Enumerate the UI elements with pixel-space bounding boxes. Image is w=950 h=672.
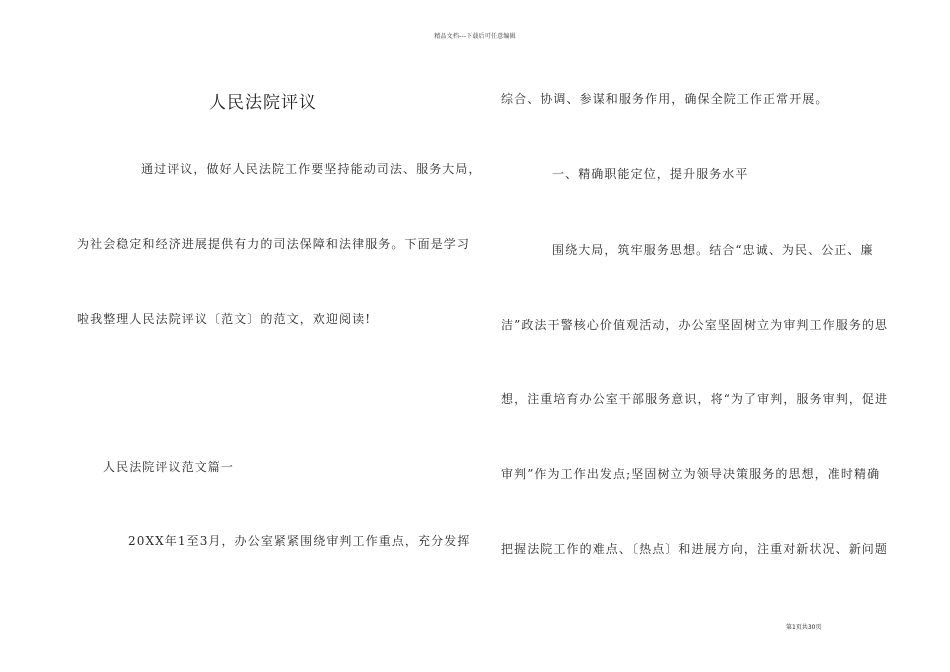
right-paragraph-line-3: 洁”政法干警核心价值观活动，办公室坚固树立为审判工作服务的思 (501, 318, 889, 332)
right-paragraph-line-6: 把握法院工作的难点、〔热点〕和进展方向，注重对新状况、新问题 (501, 542, 889, 556)
left-section-heading: 人民法院评议范文篇一 (103, 460, 235, 474)
right-paragraph-line-5: 审判”作为工作出发点;坚固树立为领导决策服务的思想，准时精确 (501, 467, 881, 481)
right-paragraph-line-1: 综合、协调、参谋和服务作用，确保全院工作正常开展。 (501, 92, 829, 106)
left-paragraph-line-3: 啦我整理人民法院评议〔范文〕的范文，欢迎阅读! (77, 312, 372, 326)
right-paragraph-line-4: 想，注重培育办公室干部服务意识，将“为了审判，服务审判，促进 (501, 392, 889, 406)
left-paragraph-line-2: 为社会稳定和经济进展提供有力的司法保障和法律服务。下面是学习 (77, 237, 471, 251)
left-paragraph-line-4: 20XX年1至3月，办公室紧紧围绕审判工作重点，充分发挥 (128, 534, 471, 548)
header-note: 精品文档---下载后可任意编辑 (434, 33, 516, 40)
right-paragraph-line-2: 围绕大局，筑牢服务思想。结合“忠诚、为民、公正、廉 (552, 243, 874, 257)
right-section-heading: 一、精确职能定位，提升服务水平 (552, 167, 749, 181)
page-number: 第1页共30页 (786, 624, 822, 631)
left-paragraph-line-1: 通过评议，做好人民法院工作要坚持能动司法、服务大局， (141, 162, 482, 176)
document-title: 人民法院评议 (209, 93, 317, 113)
